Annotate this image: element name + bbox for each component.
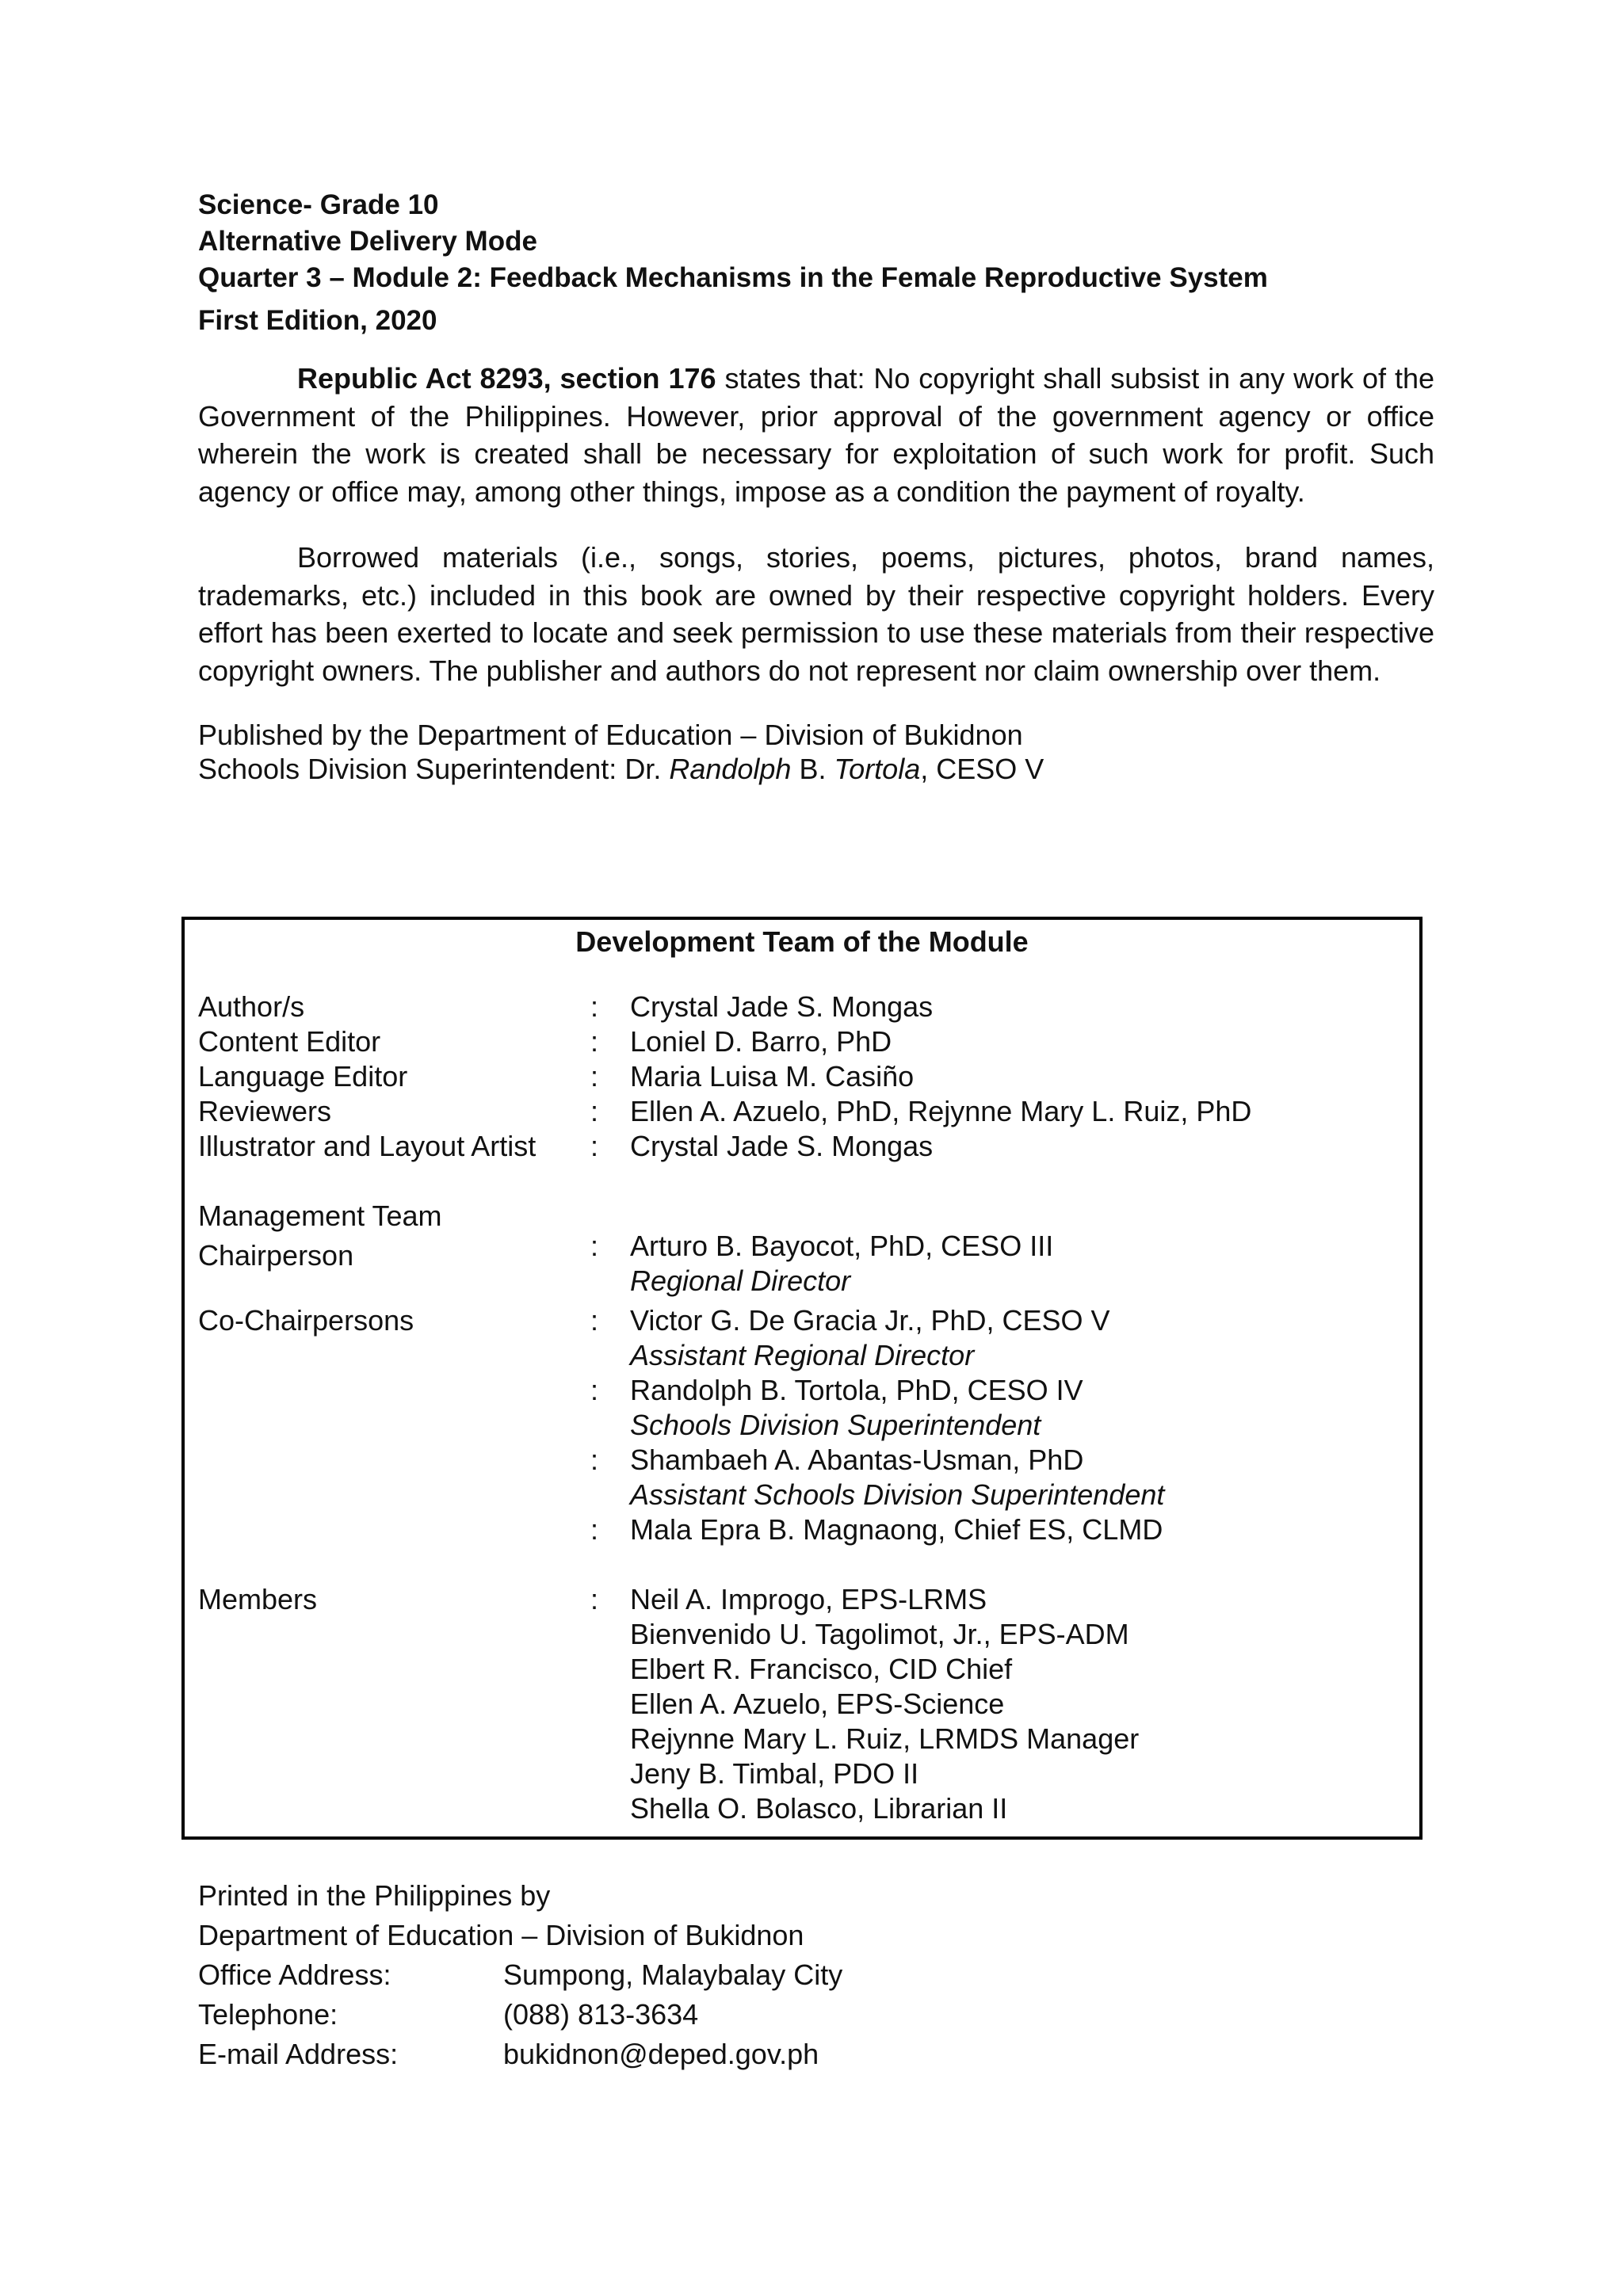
- telephone-value: (088) 813-3634: [503, 1998, 699, 2031]
- role-label: Language Editor: [198, 1060, 408, 1093]
- role-label: Members: [198, 1583, 318, 1615]
- superintendent-line: [198, 752, 1434, 786]
- member-name: Neil A. Improgo, EPS-LRMS: [630, 1583, 987, 1615]
- printer-info: [198, 1876, 843, 2074]
- printed-line: Printed in the Philippines by: [198, 1879, 551, 1912]
- role-names: [630, 990, 933, 1024]
- illustrator-name: Crystal Jade S. Mongas: [630, 1130, 934, 1162]
- chairperson-title: Regional Director: [630, 1264, 851, 1297]
- role-names: [630, 1024, 892, 1059]
- copyright-text: states that: No copyright shall subsist in any work of the Government of the Philippines. However, prior approval of the government agency or office wherein the work is created shall be necessary for exploitation of such work for profit. Such agency or office may, among other things, impose as a condition the payment of royalty.: [198, 362, 1434, 508]
- member-name: Rejynne Mary L. Ruiz, LRMDS Manager: [630, 1722, 1140, 1755]
- role-names: [630, 1059, 914, 1094]
- colon: :: [590, 990, 599, 1023]
- borrowed-materials-paragraph: Borrowed materials (i.e., songs, stories, poems, pictures, photos, brand names, trademarks, etc.) included in this book are owned by their respective copyright holders. Every effort has been exerted to locate and seek permission to use these materials from their respective copyright owners. The publisher and authors do not represent nor claim ownership over them.: [198, 541, 1434, 687]
- colon: :: [590, 1060, 599, 1093]
- member-name: Elbert R. Francisco, CID Chief: [630, 1653, 1013, 1685]
- publisher-block: [198, 718, 1434, 786]
- sds-middle: B.: [791, 753, 834, 785]
- role-label: Content Editor: [198, 1025, 381, 1058]
- colon: :: [590, 1130, 599, 1162]
- sds-prefix: Schools Division Superintendent: Dr.: [198, 753, 670, 785]
- sds-suffix: , CESO V: [920, 753, 1044, 785]
- role-names: [630, 1129, 933, 1164]
- author-name: Crystal Jade S. Mongas: [630, 990, 934, 1023]
- content-editor-name: Loniel D. Barro, PhD: [630, 1025, 892, 1058]
- sds-first-name: Randolph: [669, 753, 792, 785]
- development-team-box: [181, 917, 1423, 1840]
- email-label: E-mail Address:: [198, 2038, 399, 2070]
- co-chair-2-name: Randolph B. Tortola, PhD, CESO IV: [630, 1374, 1083, 1406]
- chairperson-name: Arturo B. Bayocot, PhD, CESO III: [630, 1230, 1054, 1262]
- co-chair-1-name: Victor G. De Gracia Jr., PhD, CESO V: [630, 1304, 1110, 1337]
- role-names: [630, 1229, 1053, 1299]
- language-editor-name: Maria Luisa M. Casiño: [630, 1060, 915, 1093]
- member-name: Jeny B. Timbal, PDO II: [630, 1757, 919, 1790]
- office-label: Office Address:: [198, 1958, 391, 1991]
- edition-heading: First Edition, 2020: [198, 305, 437, 336]
- reviewers-names: Ellen A. Azuelo, PhD, Rejynne Mary L. Ruiz, PhD: [630, 1095, 1252, 1127]
- document-page: [198, 187, 1434, 786]
- role-names: [630, 1094, 1251, 1129]
- colon: :: [590, 1374, 599, 1406]
- member-name: Ellen A. Azuelo, EPS-Science: [630, 1688, 1005, 1720]
- mode-heading: Alternative Delivery Mode: [198, 226, 537, 257]
- role-names: [630, 1303, 1164, 1547]
- email-row: [198, 2035, 819, 2074]
- colon: :: [590, 1583, 599, 1615]
- management-team-label: Management Team: [198, 1199, 442, 1232]
- role-label: Reviewers: [198, 1095, 332, 1127]
- co-chair-2-title: Schools Division Superintendent: [630, 1409, 1041, 1441]
- colon: :: [590, 1444, 599, 1476]
- colon: :: [590, 1230, 599, 1262]
- module-heading: Quarter 3 – Module 2: Feedback Mechanisms in the Female Reproductive System: [198, 262, 1268, 293]
- office-value: Sumpong, Malaybalay City: [503, 1958, 843, 1991]
- sds-last-name: Tortola: [834, 753, 921, 785]
- team-title: Development Team of the Module: [575, 925, 1029, 958]
- co-chair-3-name: Shambaeh A. Abantas-Usman, PhD: [630, 1444, 1084, 1476]
- department-line: Department of Education – Division of Bukidnon: [198, 1919, 804, 1951]
- member-name: Bienvenido U. Tagolimot, Jr., EPS-ADM: [630, 1618, 1129, 1650]
- telephone-label: Telephone:: [198, 1998, 338, 2031]
- role-label: Illustrator and Layout Artist: [198, 1130, 537, 1162]
- role-label: Chairperson: [198, 1239, 354, 1272]
- role-label: Author/s: [198, 990, 305, 1023]
- office-row: [198, 1955, 843, 1995]
- republic-act-reference: Republic Act 8293, section 176: [297, 362, 716, 395]
- colon: :: [590, 1095, 599, 1127]
- telephone-row: [198, 1995, 804, 2035]
- member-name: Shella O. Bolasco, Librarian II: [630, 1792, 1008, 1825]
- co-chair-4-name: Mala Epra B. Magnaong, Chief ES, CLMD: [630, 1513, 1163, 1546]
- subject-heading: Science- Grade 10: [198, 189, 439, 220]
- co-chair-1-title: Assistant Regional Director: [630, 1339, 975, 1371]
- role-names: [630, 1582, 1139, 1826]
- co-chair-3-title: Assistant Schools Division Superintendent: [630, 1478, 1165, 1511]
- publisher-line: Published by the Department of Education – Division of Bukidnon: [198, 719, 1023, 751]
- copyright-paragraph: [198, 360, 1434, 510]
- colon: :: [590, 1025, 599, 1058]
- colon: :: [590, 1304, 599, 1337]
- colon: :: [590, 1513, 599, 1546]
- role-label: Co-Chairpersons: [198, 1304, 414, 1337]
- email-value: bukidnon@deped.gov.ph: [503, 2038, 819, 2070]
